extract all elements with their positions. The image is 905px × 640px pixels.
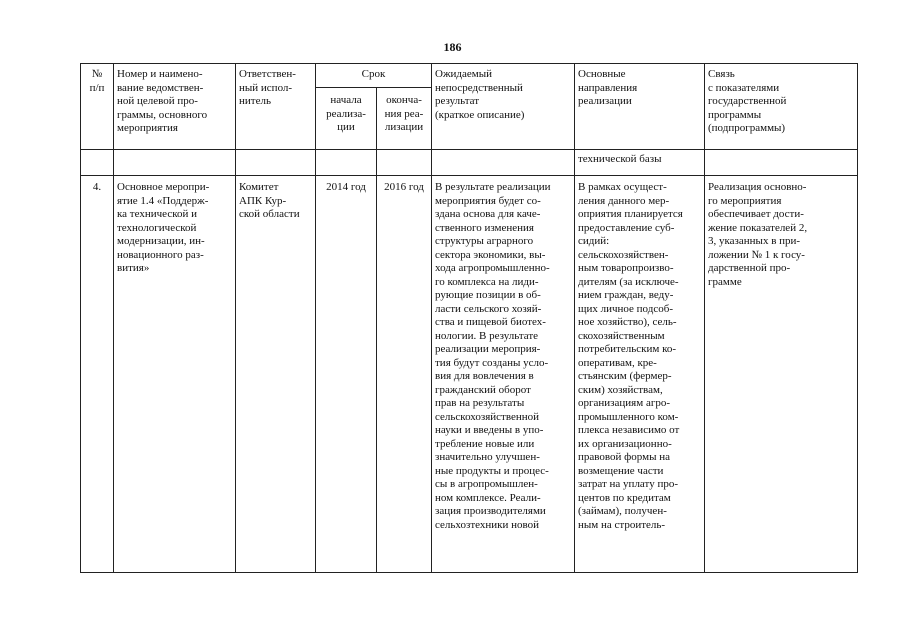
header-row bbox=[81, 64, 858, 88]
row-directions: В рамках осущест- ления данного мер- оприятия планируется предоставление суб- сидий: сельскохозяйствен- ным товаропроизво- дителям (за исключе- нием граждан, веду- щих личное подсоб- ное хозяйство), сель- скохозяйственным потребительским ко- оперативам, кре- стьянским (фермер- ским) хозяйствам, организациям агро- промышленного ком- плекса независимо от их организационно- правовой формы на возмещение части затрат на уплату про- центов по кредитам (займам), получен- ным на строитель- bbox=[575, 176, 705, 573]
header-result: Ожидаемый непосредственный результат (краткое описание) bbox=[432, 64, 575, 150]
header-link: Связь с показателями государственной программы (подпрограммы) bbox=[705, 64, 858, 150]
measures-table bbox=[80, 63, 858, 573]
continuation-directions: технической базы bbox=[575, 150, 705, 176]
header-term: Срок bbox=[316, 64, 432, 88]
table-row bbox=[81, 176, 858, 573]
row-end: 2016 год bbox=[377, 176, 432, 573]
row-responsible: Комитет АПК Кур- ской области bbox=[236, 176, 316, 573]
row-result: В результате реализации мероприятия будет со- здана основа для каче- ственного изменения структуры аграрного сектора экономики, вы- хода агропромышленно- го комплекса на лиди- рующие позиции в об- ласти сельского хозяй- ства и пищевой биотех- нологии. В результате реализации мероприя- тия будут созданы усло- вия для вовлечения в гражданский оборот прав на результаты сельскохозяйственной науки и введены в упо- требление новые или значительно улучшен- ные продукты и процес- сы в агропромышлен- ном комплексе. Реали- зация производителями сельхозтехники новой bbox=[432, 176, 575, 573]
header-term-start: начала реализа- ции bbox=[316, 88, 377, 150]
header-name: Номер и наимено- вание ведомствен- ной целевой про- граммы, основного мероприятия bbox=[114, 64, 236, 150]
continuation-row bbox=[81, 150, 858, 176]
header-directions: Основные направления реализации bbox=[575, 64, 705, 150]
row-name: Основное меропри- ятие 1.4 «Поддерж- ка технической и технологической модернизации, ин- новационного раз- вития» bbox=[114, 176, 236, 573]
header-term-end: оконча- ния реа- лизации bbox=[377, 88, 432, 150]
row-link: Реализация основно- го мероприятия обеспечивает дости- жение показателей 2, 3, указанных в при- ложении № 1 к госу- дарственной про- грамме bbox=[705, 176, 858, 573]
page-number: 186 bbox=[443, 40, 462, 54]
row-start: 2014 год bbox=[316, 176, 377, 573]
header-num: № п/п bbox=[81, 64, 114, 150]
row-num: 4. bbox=[81, 176, 114, 573]
header-responsible: Ответствен- ный испол- нитель bbox=[236, 64, 316, 150]
